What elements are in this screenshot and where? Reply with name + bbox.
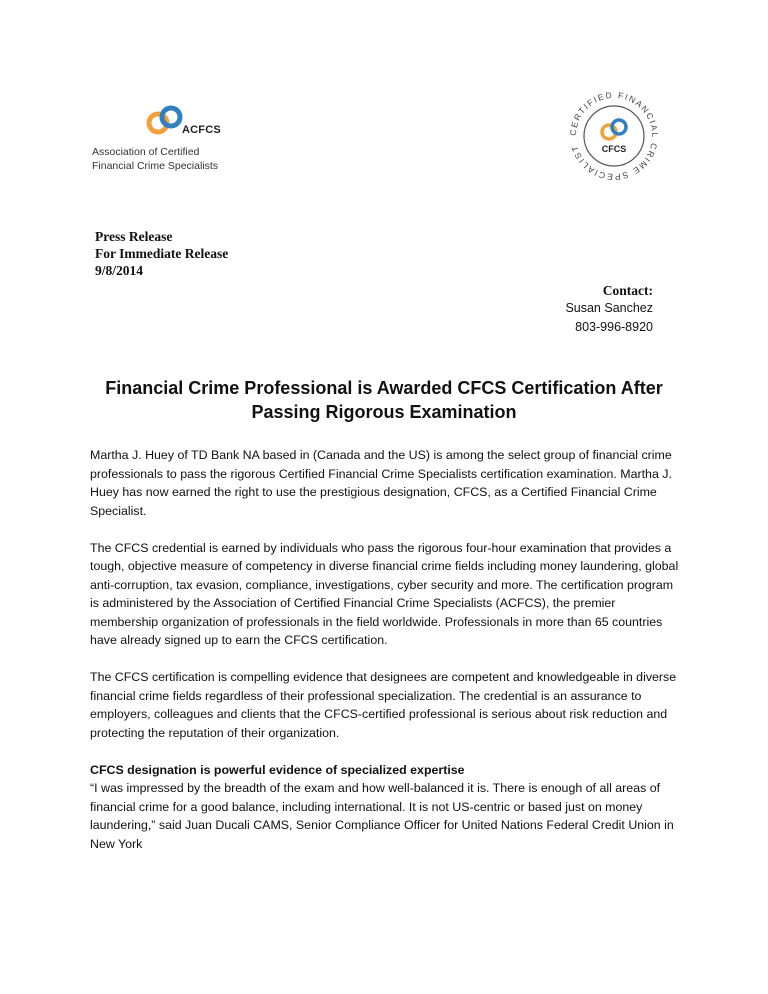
acfcs-logo (92, 104, 242, 174)
headline-line1: Financial Crime Professional is Awarded CFCS Certification After (105, 378, 663, 398)
paragraph-1: Martha J. Huey of TD Bank NA based in (Canada and the US) is among the select group of financial crime professionals to pass the rigorous Certified Financial Crime Specialists certification examination. Martha J. Huey has now earned the right to use the prestigious designation, CFCS, as a Certified Financial Crime Specialist. (90, 448, 672, 518)
seal-arc-text: CERTIFIED FINANCIAL CRIME SPECIALIST (567, 89, 661, 183)
release-block (95, 228, 228, 279)
contact-phone: 803-996-8920 (575, 320, 653, 334)
paragraph-3: The CFCS certification is compelling evidence that designees are competent and knowledgeable in diverse financial crime fields regardless of their professional specialization. The credential is an assurance to employers, colleagues and clients that the CFCS-certified professional is serious about risk reduction and protecting the reputation of their organization. (90, 670, 677, 740)
headline-line2: Passing Rigorous Examination (251, 402, 517, 422)
immediate-release-label: For Immediate Release (95, 246, 229, 261)
cfcs-seal (564, 86, 664, 186)
acfcs-brand-text: ACFCS (182, 124, 221, 136)
contact-block (565, 282, 653, 337)
seal-center-text: CFCS (601, 144, 627, 154)
paragraph-4: “I was impressed by the breadth of the exam and how well-balanced it is. There is enough of all areas of financial crime for a good balance, including international. It is not US-centric or based just on money laundering,” said Juan Ducali CAMS, Senior Compliance Officer for United Nations Federal Credit Union in New York (90, 781, 674, 851)
paragraph-2: The CFCS credential is earned by individuals who pass the rigorous four-hour examination that provides a tough, objective measure of competency in diverse financial crime fields including money laundering, global anti-corruption, tax evasion, compliance, investigations, cyber security and more. The certification program is administered by the Association of Certified Financial Crime Specialists (ACFCS), the premier membership organization of professionals in the field worldwide. Professionals in more than 65 countries have already signed up to earn the CFCS certification. (90, 540, 679, 647)
acfcs-rings-icon (144, 104, 186, 138)
cfcs-seal-icon (564, 86, 664, 186)
headline (80, 376, 688, 424)
subheading: CFCS designation is powerful evidence of specialized expertise (90, 762, 465, 777)
press-release-label: Press Release (95, 229, 173, 244)
acfcs-org-name-line2: Financial Crime Specialists (92, 160, 219, 172)
contact-name: Susan Sanchez (565, 301, 653, 315)
release-date: 9/8/2014 (95, 263, 144, 278)
acfcs-org-name-line1: Association of Certified (92, 146, 200, 158)
article-body (90, 446, 680, 872)
contact-label: Contact: (602, 283, 653, 298)
